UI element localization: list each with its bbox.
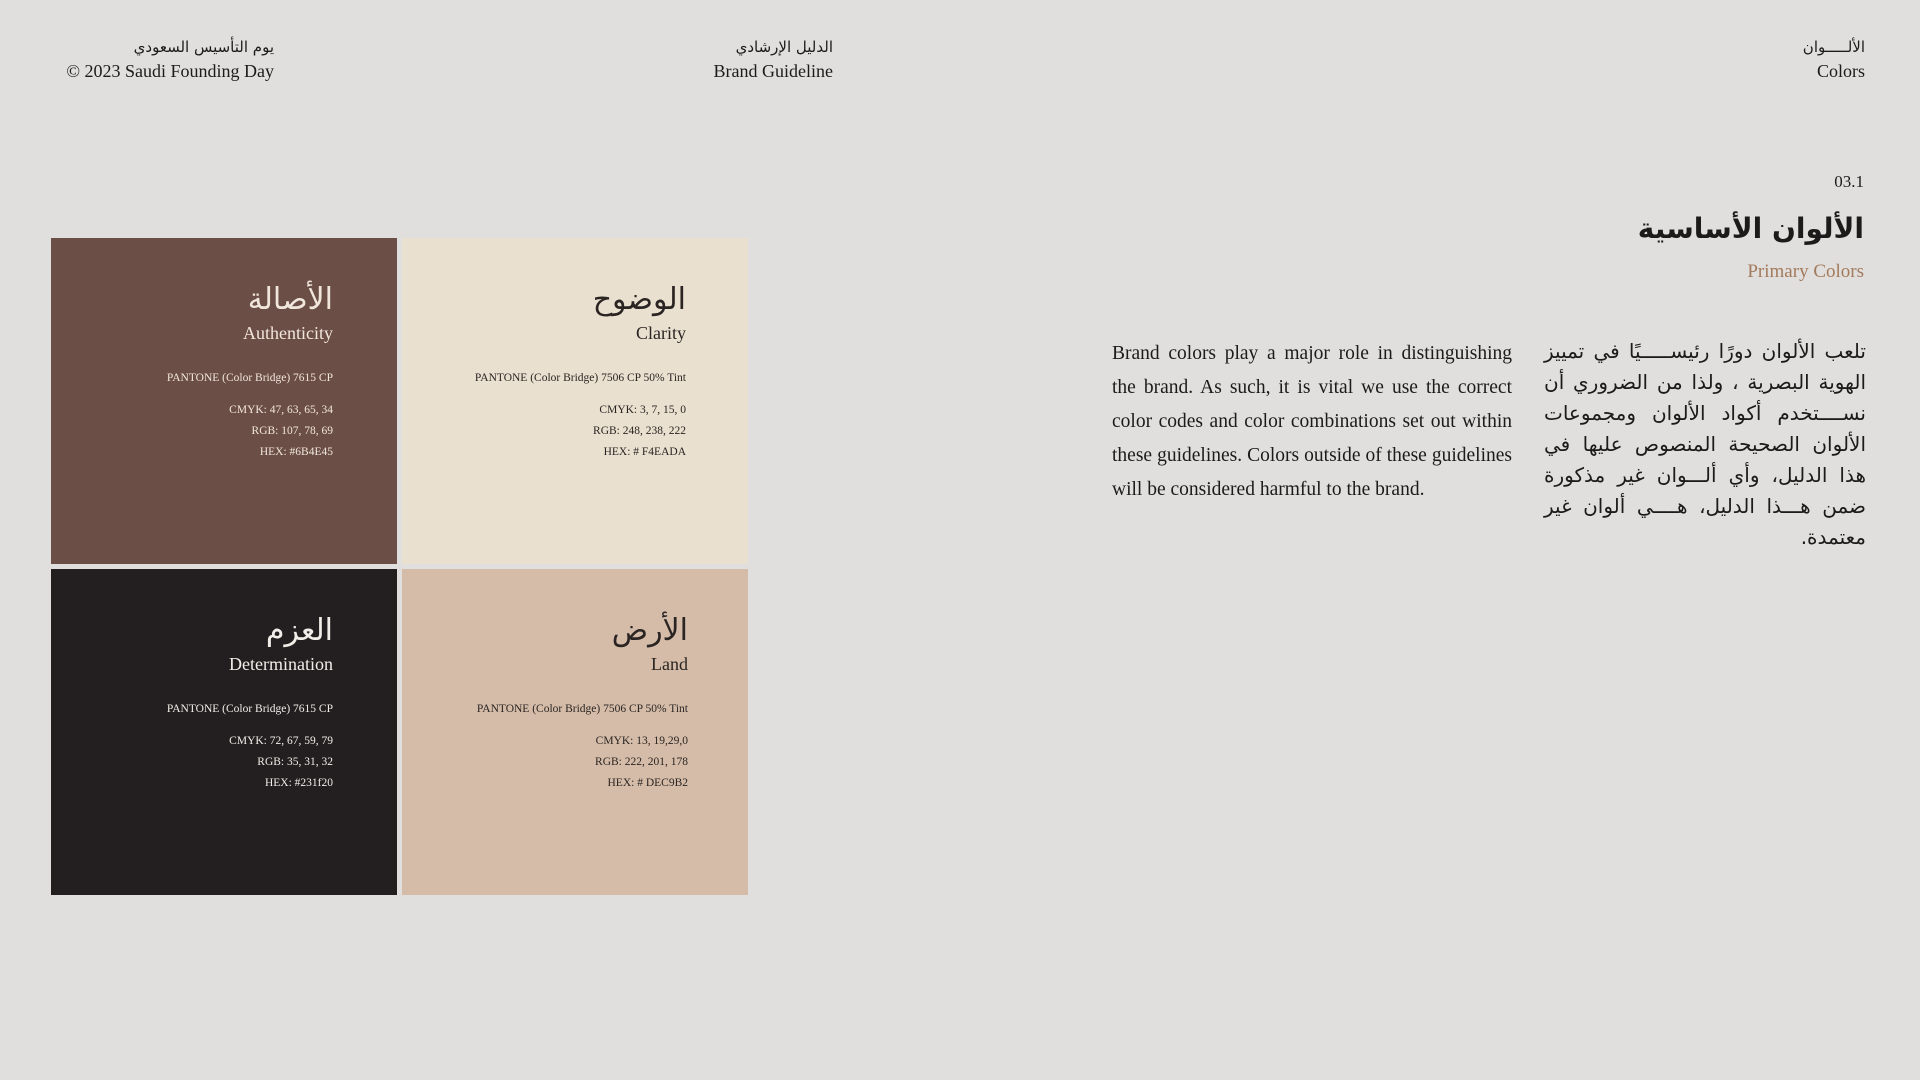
header-brand-guideline-arabic: الدليل الإرشادي xyxy=(735,38,833,56)
header-founding-day-arabic: يوم التأسيس السعودي xyxy=(133,38,274,56)
swatch-specs xyxy=(402,731,688,794)
swatch-cmyk: CMYK: 72, 67, 59, 79 xyxy=(229,735,333,747)
swatch-rgb: RGB: 248, 238, 222 xyxy=(593,425,686,437)
swatch-specs xyxy=(402,400,686,463)
swatch-name-arabic: الأصالة xyxy=(247,282,333,317)
swatch-name-arabic: الوضوح xyxy=(592,282,686,317)
swatch-rgb: RGB: 107, 78, 69 xyxy=(251,425,333,437)
swatch-specs xyxy=(51,731,333,794)
swatch-land xyxy=(402,569,748,895)
header-brand-guideline-english: Brand Guideline xyxy=(713,60,833,81)
swatch-hex: HEX: # F4EADA xyxy=(603,446,686,458)
swatch-pantone: PANTONE (Color Bridge) 7615 CP xyxy=(166,703,333,715)
swatch-name-arabic: العزم xyxy=(265,613,333,648)
swatch-hex: HEX: # DEC9B2 xyxy=(607,777,688,789)
swatch-pantone: PANTONE (Color Bridge) 7506 CP 50% Tint xyxy=(476,703,688,715)
header-colors-arabic: الألـــــوان xyxy=(1802,38,1865,56)
color-swatch-grid xyxy=(51,238,749,895)
swatch-determination xyxy=(51,569,397,895)
swatch-name-english: Determination xyxy=(229,654,333,674)
swatch-rgb: RGB: 35, 31, 32 xyxy=(257,756,333,768)
swatch-hex: HEX: #6B4E45 xyxy=(259,446,333,458)
swatch-rgb: RGB: 222, 201, 178 xyxy=(595,756,688,768)
header-founding-day-english: © 2023 Saudi Founding Day xyxy=(66,60,274,81)
header-founding-day xyxy=(54,38,274,82)
swatch-cmyk: CMYK: 47, 63, 65, 34 xyxy=(229,404,333,416)
section-title-arabic: الألوان الأساسية xyxy=(1637,212,1864,245)
swatch-hex: HEX: #231f20 xyxy=(264,777,333,789)
swatch-name-english: Authenticity xyxy=(243,323,333,343)
swatch-pantone: PANTONE (Color Bridge) 7506 CP 50% Tint xyxy=(474,372,686,384)
swatch-name-english: Clarity xyxy=(636,323,686,343)
body-text-english: Brand colors play a major role in distinguishing the brand. As such, it is vital we use the correct color codes and color combinations set out within these guidelines. Colors outside of these guidelines will be considered harmful to the brand. xyxy=(1112,343,1512,500)
swatch-pantone: PANTONE (Color Bridge) 7615 CP xyxy=(166,372,333,384)
swatch-clarity xyxy=(402,238,748,564)
swatch-cmyk: CMYK: 3, 7, 15, 0 xyxy=(599,404,686,416)
swatch-name-english: Land xyxy=(651,654,688,674)
header-brand-guideline xyxy=(600,38,833,82)
section-title-english: Primary Colors xyxy=(1747,261,1864,282)
body-text-arabic: تلعب الألوان دورًا رئيســـــيًا في تمييز الهوية البصرية ، ولذا من الضروري أن نســــتخدم أكواد الألوان ومجموعات الألوان الصحيحة المنصوص عليها في هذا الدليل، وأي ألـــوان غير مذكورة ضمن هـــذا الدليل، هــــي ألوان غير معتمدة. xyxy=(1544,339,1866,549)
swatch-name-arabic: الأرض xyxy=(611,613,688,648)
header-colors xyxy=(1665,38,1865,82)
swatch-cmyk: CMYK: 13, 19,29,0 xyxy=(595,735,688,747)
swatch-authenticity xyxy=(51,238,397,564)
header-colors-english: Colors xyxy=(1816,60,1865,81)
section-number: 03.1 xyxy=(1834,172,1864,191)
swatch-specs xyxy=(51,400,333,463)
